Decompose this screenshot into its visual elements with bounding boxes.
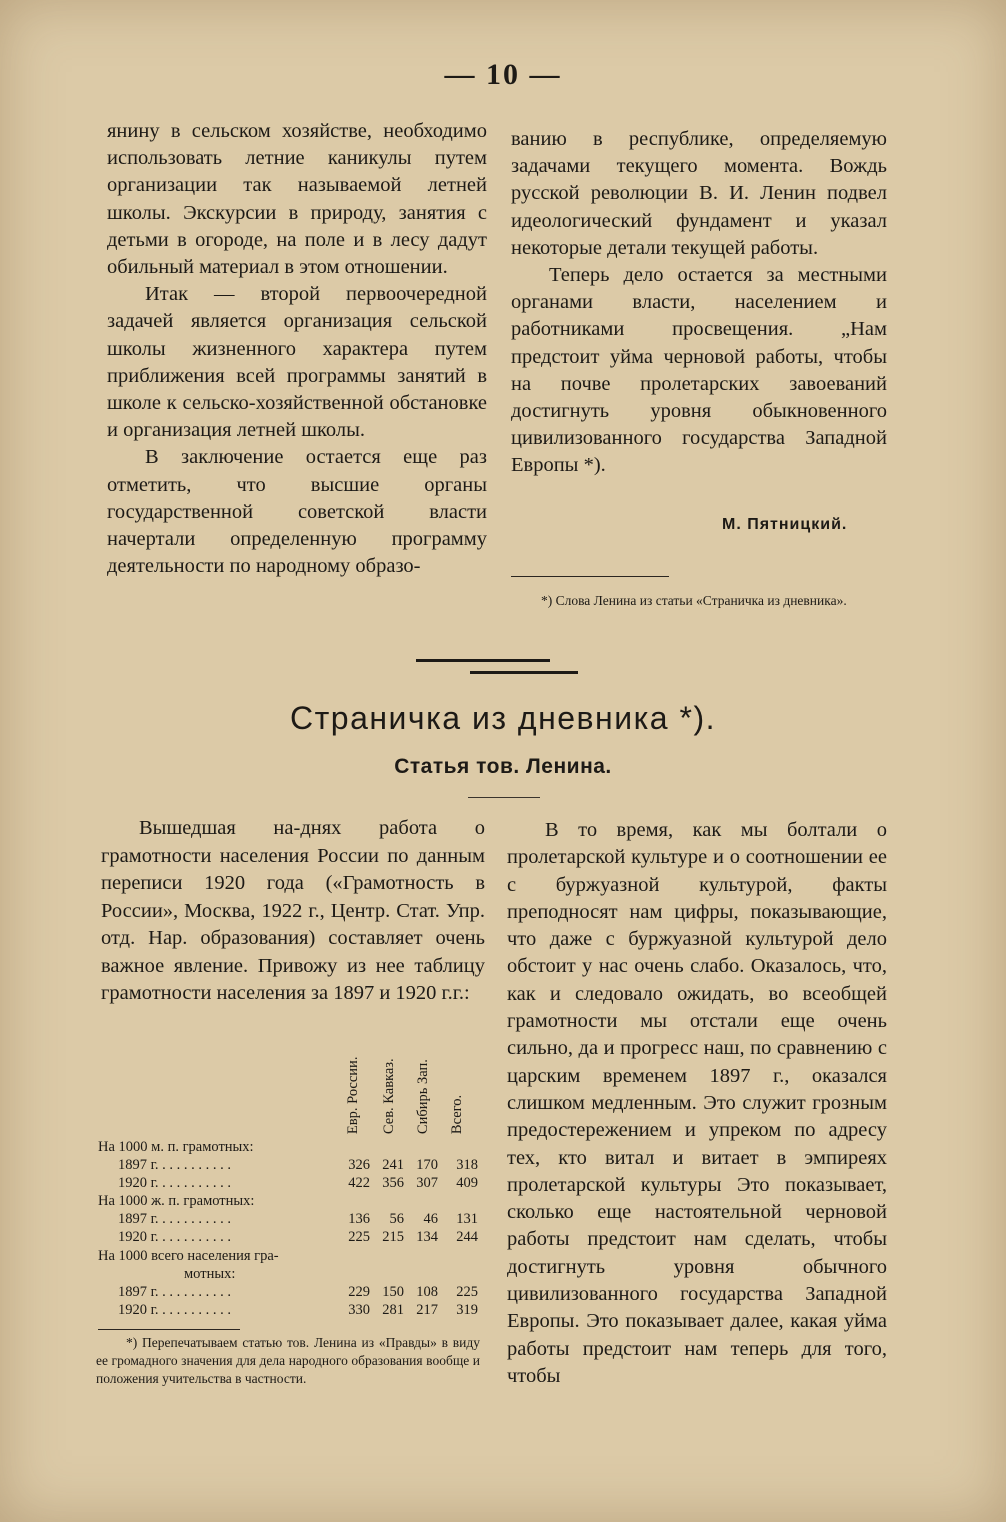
- top-left-column: [107, 118, 487, 580]
- paragraph: ванию в республике, определяемую задачами текущего момента. Вождь русской революции В. И. Ленин подвел идеологический фундамент и указал некоторые детали текущей работы.: [511, 128, 887, 259]
- article-subtitle: Статья тов. Ленина.: [394, 755, 612, 778]
- table-row: 1897 г. . . . . . . . . . . 136 56 46 131: [118, 1211, 478, 1228]
- paragraph: Теперь дело остается за местными органами власти, населением и работниками просвещения. „Нам предстоит уйма черновой работы, чтобы на почве пролетарских завоеваний достигнуть уровня обыкновенного цивилизованного государства Западной Европы *).: [511, 264, 887, 477]
- bottom-right-column: [507, 817, 887, 1390]
- footnote: *) Слова Ленина из статьи «Страничка из дневника».: [541, 593, 847, 608]
- section-divider: [470, 671, 578, 674]
- table-row: 1920 г. . . . . . . . . . . 225 215 134 244: [118, 1229, 478, 1246]
- paragraph: В заключение остается еще раз отметить, что высшие органы государственной советской власти начертали определенную программу деятельности по народному образо-: [107, 446, 487, 578]
- column-header: Всего.: [448, 1094, 465, 1134]
- table-row: 1920 г. . . . . . . . . . . 330 281 217 319: [118, 1301, 478, 1318]
- author-signature: М. Пятницкий.: [722, 516, 848, 533]
- table-section-label: На 1000 всего населения гра-: [98, 1247, 279, 1264]
- article-title: Страничка из дневника *).: [290, 700, 716, 736]
- literacy-table: [98, 1030, 484, 1319]
- paragraph: янину в сельском хозяйстве, необходимо использовать летние каникулы путем организации так называемой летней школы. Экскурсии в природу, занятия с детьми в огороде, на поле и в лесу дадут обильный материал в этом отношении.: [107, 120, 487, 279]
- bottom-left-column: [101, 815, 485, 1008]
- footnote: *) Перепечатываем статью тов. Ленина из «Правды» в виду ее громадного значения для дела народного образования вообще и положения учительства в частности.: [96, 1335, 480, 1386]
- column-header: Сев. Кавказ.: [380, 1058, 397, 1134]
- page-number: — 10 —: [444, 58, 562, 91]
- table-section-label: На 1000 ж. п. грамотных:: [98, 1193, 255, 1210]
- table-row: 1920 г. . . . . . . . . . . 422 356 307 409: [118, 1175, 478, 1192]
- title-divider: [468, 797, 540, 798]
- table-section-label: На 1000 м. п. грамотных:: [98, 1139, 254, 1155]
- column-header: Сибирь Зап.: [414, 1059, 431, 1134]
- table-section-label: мотных:: [184, 1265, 236, 1282]
- table-row: 1897 г. . . . . . . . . . . 326 241 170 318: [118, 1157, 478, 1174]
- footnote-divider: [98, 1329, 240, 1330]
- paragraph: Вышедшая на-днях работа о грамотности населения России по данным переписи 1920 года («Грамотность в России», Москва, 1922 г., Центр. Стат. Упр. отд. Нар. образования) составляет очень важное явление. Привожу из нее таблицу грамотности населения за 1897 и 1920 г.г.:: [101, 817, 485, 1004]
- footnote-divider: [511, 576, 669, 577]
- column-header: Евр. России.: [344, 1056, 361, 1134]
- section-divider: [416, 659, 550, 662]
- table-row: 1897 г. . . . . . . . . . . 229 150 108 225: [118, 1283, 478, 1300]
- paragraph: В то время, как мы болтали о пролетарской культуре и о соотношении ее с буржуазной культурой, факты преподносят нам цифры, показывающие, что даже с буржуазной культурой дело обстоит у нас очень слабо. Оказалось, что, как и следовало ожидать, во всеобщей грамотности мы отстали еще очень сильно, да и прогресс наш, по сравнению с царским временем 1897 г., оказался слишком медленным. Это служит грозным предостережением и упреком по адресу тех, кто витал и витает в эмпиреях пролетарской культуры Это показывает, сколько еще настоятельной черновой работы предстоит нам сделать, чтобы достигнуть уровня обычного цивилизованного государства Западной Европы. Это показывает далее, какая уйма работы предстоит нам теперь для того, чтобы: [507, 819, 887, 1387]
- table-header: [98, 1030, 484, 1138]
- paragraph: Итак — второй первоочередной задачей является организация сельской школы жизненного характера путем приближения всей программы занятий в школе к сельско-хозяйственной обстановке и организация летней школы.: [107, 283, 487, 442]
- top-right-column: [511, 126, 887, 480]
